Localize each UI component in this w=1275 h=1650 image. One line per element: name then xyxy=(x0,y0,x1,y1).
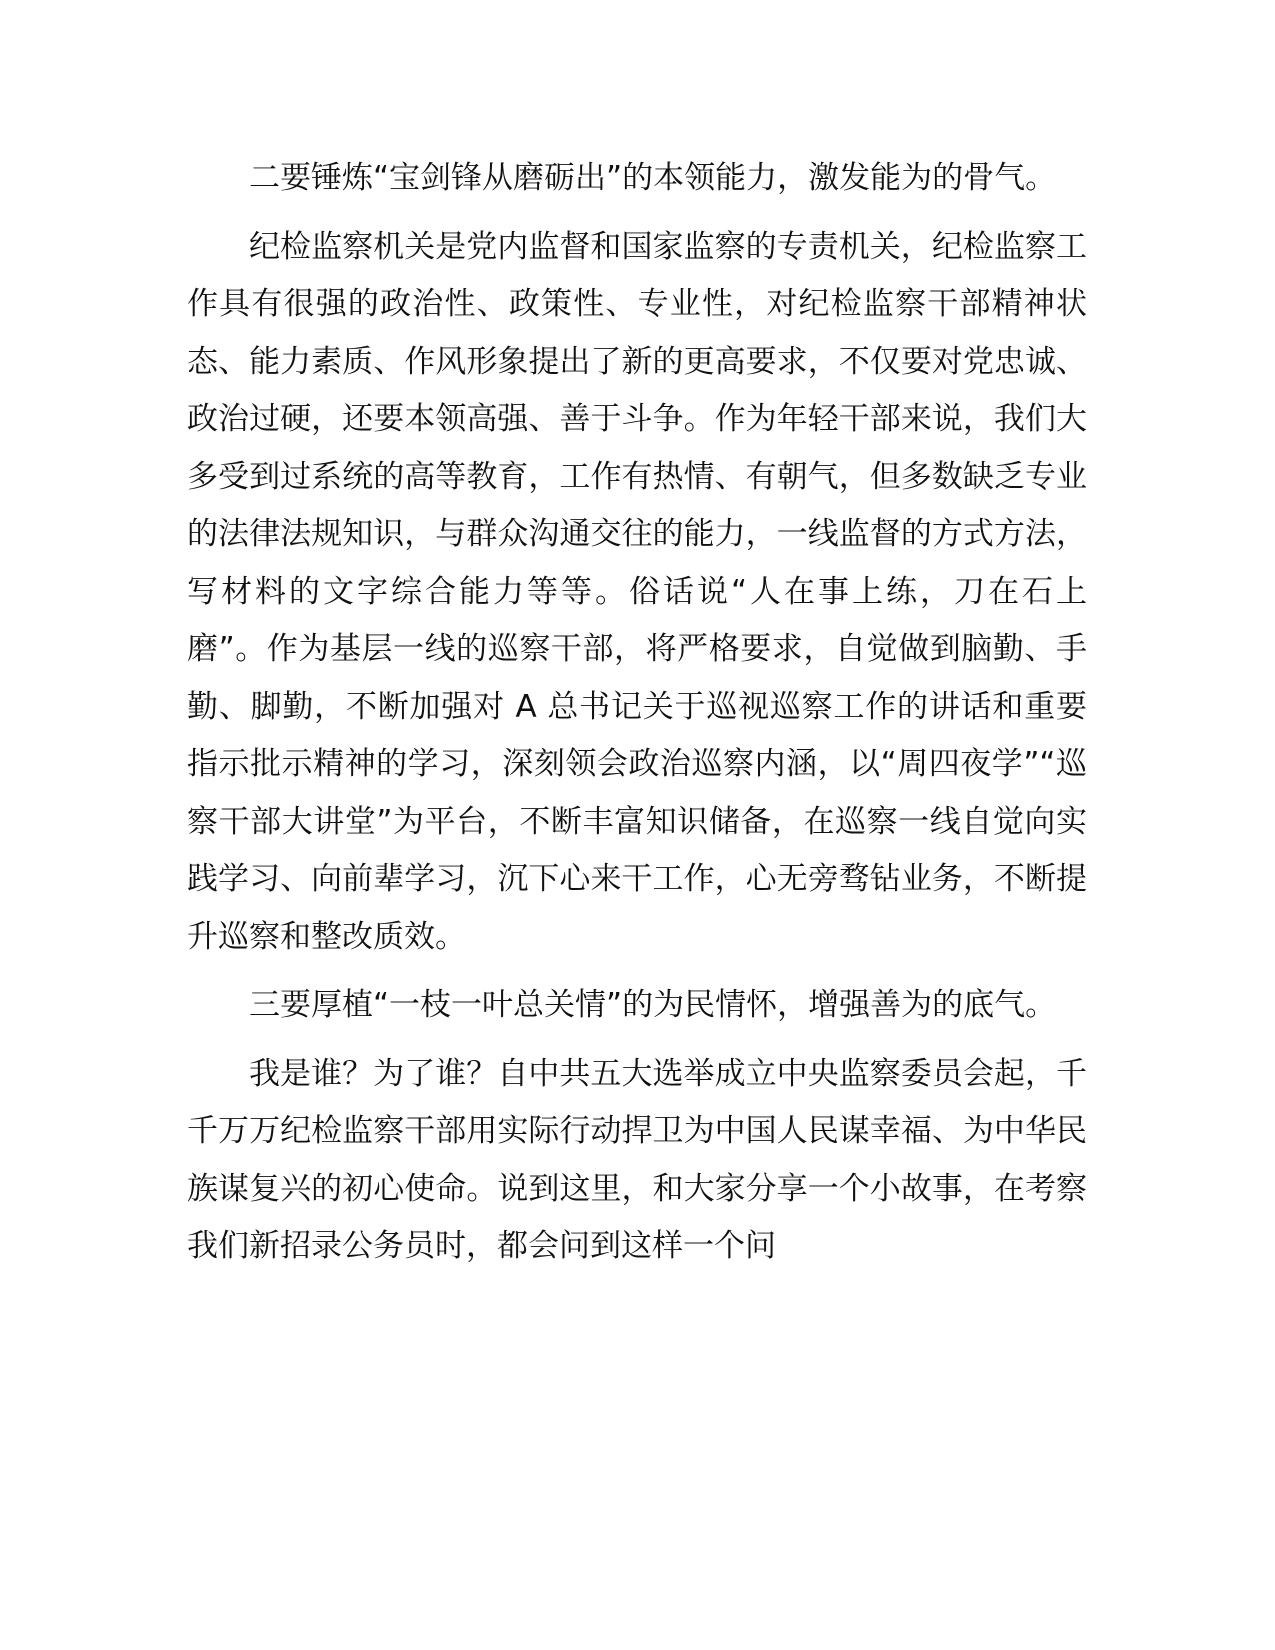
paragraph-body-2: 我是谁？为了谁？自中共五大选举成立中央监察委员会起，千千万万纪检监察干部用实际行动捍卫为中国人民谋幸福、为中华民族谋复兴的初心使命。说到这里，和大家分享一个小故事，在考察我们新招录公务员时，都会问到这样一个问 xyxy=(187,1055,1087,1264)
paragraph-body-1: 纪检监察机关是党内监督和国家监察的专责机关，纪检监察工作具有很强的政治性、政策性、专业性，对纪检监察干部精神状态、能力素质、作风形象提出了新的更高要求，不仅要对党忠诚、政治过硬，还要本领高强、善于斗争。作为年轻干部来说，我们大多受到过系统的高等教育，工作有热情、有朝气，但多数缺乏专业的法律法规知识，与群众沟通交往的能力，一线监督的方式方法，写材料的文字综合能力等等。俗话说“人在事上练，刀在石上磨”。作为基层一线的巡察干部，将严格要求，自觉做到脑勤、手勤、脚勤，不断加强对 A 总书记关于巡视巡察工作的讲话和重要指示批示精神的学习，深刻领会政治巡察内涵，以“周四夜学”“巡察干部大讲堂”为平台，不断丰富知识储备，在巡察一线自觉向实践学习、向前辈学习，沉下心来干工作，心无旁骛钻业务，不断提升巡察和整改质效。 xyxy=(187,228,1087,955)
document-body xyxy=(187,150,1087,1276)
paragraph-heading-2: 二要锤炼“宝剑锋从磨砺出”的本领能力，激发能为的骨气。 xyxy=(249,160,1057,196)
paragraph-heading-3: 三要厚植“一枝一叶总关情”的为民情怀，增强善为的底气。 xyxy=(249,987,1057,1023)
